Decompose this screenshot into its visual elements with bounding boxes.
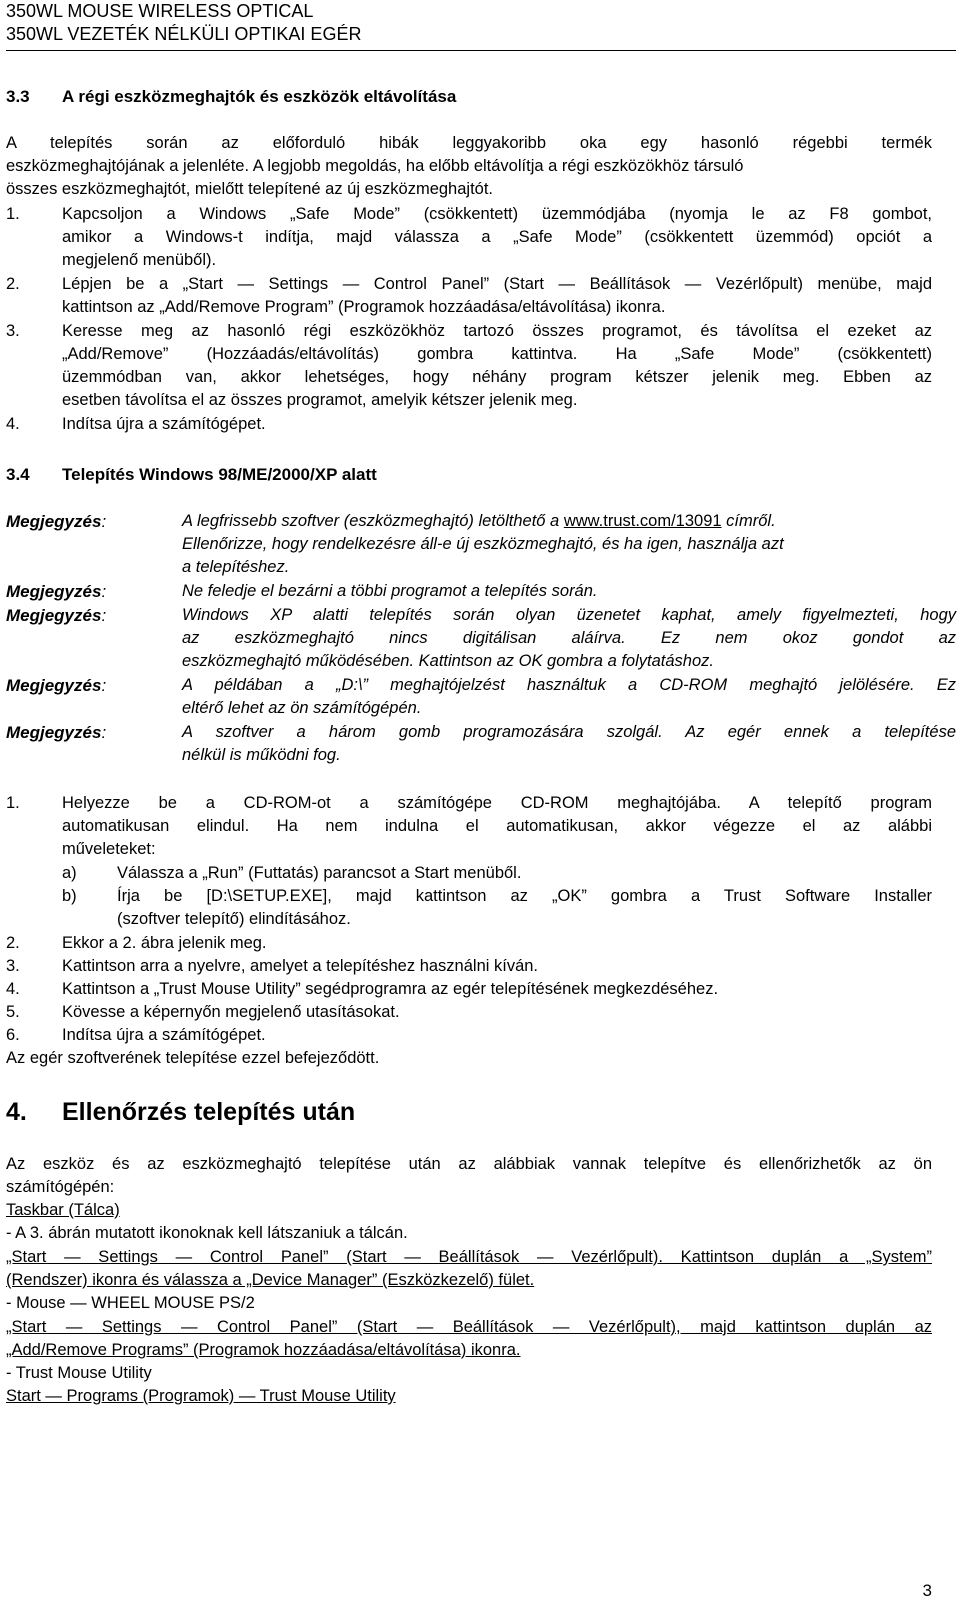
trust-download-link[interactable]: www.trust.com/13091 [563,512,722,530]
note-5-line-1: A szoftver a három gomb programozására szolgál. Az egér ennek a telepítése [182,723,956,741]
note-4-label-word: Megjegyzés [6,676,102,695]
s4-intro-line-2: számítógépén: [6,1178,115,1196]
header-title-hu: 350WL VEZETÉK NÉLKÜLI OPTIKAI EGÉR [6,24,362,44]
note-5-label-colon: : [101,723,107,742]
install-step-1-line-1: Helyezze be a CD-ROM-ot a számítógépe CD-ROM meghajtójába. A telepítő program [62,794,932,812]
install-step-3-text: Kattintson arra a nyelvre, amelyet a telepítéshez használni kíván. [62,957,539,975]
s33-step-4-line-1: Indítsa újra a számítógépet. [62,415,266,433]
add-remove-path-line-2: „Add/Remove Programs” (Programok hozzáadása/eltávolítása) ikonra. [6,1341,521,1359]
install-step-5-number: 5. [6,1003,20,1021]
note-1-line-2: Ellenőrizze, hogy rendelkezésre áll-e új eszközmeghajtó, és ha igen, használja azt [182,535,784,553]
s33-step-1-line-3: megjelenő menüből). [62,251,217,269]
note-1-line-1 [182,510,956,533]
note-4-line-1: A példában a „D:\” meghajtójelzést használtuk a CD-ROM meghajtó jelölésére. Ez [182,676,956,694]
s33-step-1-line-2: amikor a Windows-t indítja, majd válassza a „Safe Mode” (csökkentett üzemmód) opciót a [62,228,932,246]
note-4-label [6,674,106,697]
note-3-label-colon: : [101,606,107,625]
page-number: 3 [922,1581,932,1600]
s33-step-3-line-3: üzemmódban van, akkor lehetséges, hogy néhány program kétszer jelenik meg. Ebben az [62,368,932,386]
s33-step-3-number: 3. [6,322,20,340]
s33-intro-line-3: összes eszközmeghajtót, mielőtt telepítené az új eszközmeghajtót. [6,180,493,198]
s33-intro-line-2: eszközmeghajtójának a jelenléte. A legjobb megoldás, ha előbb eltávolítja a régi eszközökhöz társuló [6,157,744,175]
taskbar-heading: Taskbar (Tálca) [6,1201,120,1219]
s33-step-2-number: 2. [6,275,20,293]
add-remove-path-line-1: „Start — Settings — Control Panel” (Start — Beállítások — Vezérlőpult), majd kattintson duplán az [6,1318,932,1336]
note-3-line-1: Windows XP alatti telepítés során olyan üzenetet kaphat, amely figyelmezteti, hogy [182,606,956,624]
note-5-line-2: nélkül is működni fog. [182,746,341,764]
mouse-device-entry: - Mouse — WHEEL MOUSE PS/2 [6,1294,255,1312]
note-1-line-3: a telepítéshez. [182,558,290,576]
section-4-title: Ellenőrzés telepítés után [62,1098,356,1126]
note-1-label [6,510,106,533]
install-step-1-line-2: automatikusan elindul. Ha nem indulna el automatikusan, akkor végezze el az alábbi [62,817,932,835]
note-5-label-word: Megjegyzés [6,723,102,742]
s33-step-3-line-2: „Add/Remove” (Hozzáadás/eltávolítás) gombra kattintva. Ha „Safe Mode” (csökkentett) [62,345,932,363]
note-3-line-2: az eszközmeghajtó nincs digitálisan aláírva. Ez nem okoz gondot az [182,629,956,647]
note-1-label-colon: : [101,512,107,531]
control-panel-path-line-2: (Rendszer) ikonra és válassza a „Device Manager” (Eszközkezelő) fület. [6,1271,535,1289]
note-1-pre: A legfrissebb szoftver (eszközmeghajtó) letölthető a [182,512,564,530]
header-rule [6,50,956,51]
section-3-4-title: Telepítés Windows 98/ME/2000/XP alatt [62,465,377,484]
s4-intro-line-1: Az eszköz és az eszközmeghajtó telepítése után az alábbiak vannak telepítve és ellenőrizhetők az ön [6,1155,932,1173]
s33-step-1-line-1: Kapcsoljon a Windows „Safe Mode” (csökkentett) üzemmódjába (nyomja le az F8 gombot, [62,205,932,223]
note-2-label-word: Megjegyzés [6,582,102,601]
section-4-number: 4. [6,1098,27,1126]
install-step-1-line-3: műveleteket: [62,840,156,858]
install-step-4-number: 4. [6,980,20,998]
note-3-label-word: Megjegyzés [6,606,102,625]
install-step-5-text: Kövesse a képernyőn megjelenő utasításokat. [62,1003,400,1021]
page-header [6,0,361,46]
note-5-label [6,721,106,744]
install-step-2-text: Ekkor a 2. ábra jelenik meg. [62,934,267,952]
install-step-6-number: 6. [6,1026,20,1044]
note-2-label-colon: : [101,582,107,601]
note-4-label-colon: : [101,676,107,695]
taskbar-description: - A 3. ábrán mutatott ikonoknak kell látszaniuk a tálcán. [6,1224,408,1242]
note-1-post: címről. [721,512,776,530]
s33-step-3-line-4: esetben távolítsa el az összes programot, amelyik kétszer jelenik meg. [62,391,578,409]
install-step-4-text: Kattintson a „Trust Mouse Utility” segédprogramra az egér telepítésének megkezdéséhez. [62,980,719,998]
section-3-3-number: 3.3 [6,87,30,106]
note-4-line-2: eltérő lehet az ön számítógépén. [182,699,422,717]
install-sub-b-label: b) [62,887,77,905]
install-step-2-number: 2. [6,934,20,952]
utility-programs-path: Start — Programs (Programok) — Trust Mouse Utility [6,1387,396,1405]
s33-step-4-number: 4. [6,415,20,433]
s33-intro-line-1: A telepítés során az előforduló hibák leggyakoribb oka egy hasonló régebbi termék [6,134,932,152]
install-sub-b-line-1: Írja be [D:\SETUP.EXE], majd kattintson az „OK” gombra a Trust Software Installer [117,887,932,905]
install-step-6-text: Indítsa újra a számítógépet. [62,1026,266,1044]
s33-step-2-line-1: Lépjen be a „Start — Settings — Control Panel” (Start — Beállítások — Vezérlőpult) menübe, majd [62,275,932,293]
header-title-en: 350WL MOUSE WIRELESS OPTICAL [6,1,314,21]
note-3-label [6,604,106,627]
install-sub-b-line-2: (szoftver telepítő) elindításához. [117,910,351,928]
install-sub-a-label: a) [62,864,77,882]
note-2-label [6,580,106,603]
install-step-3-number: 3. [6,957,20,975]
note-1-label-word: Megjegyzés [6,512,102,531]
install-sub-a-text: Válassza a „Run” (Futtatás) parancsot a Start menüből. [117,864,522,882]
section-3-4-number: 3.4 [6,465,30,484]
control-panel-path-line-1: „Start — Settings — Control Panel” (Start — Beállítások — Vezérlőpult). Kattintson duplán a „System” [6,1248,932,1266]
note-3-line-3: eszközmeghajtó működésében. Kattintson az OK gombra a folytatáshoz. [182,652,714,670]
s33-step-3-line-1: Keresse meg az hasonló régi eszközökhöz tartozó összes programot, és távolítsa el ezeket az [62,322,932,340]
s33-step-2-line-2: kattintson az „Add/Remove Program” (Programok hozzáadása/eltávolítása) ikonra. [62,298,666,316]
utility-entry: - Trust Mouse Utility [6,1364,152,1382]
install-step-1-number: 1. [6,794,20,812]
section-3-3-title: A régi eszközmeghajtók és eszközök eltávolítása [62,87,457,106]
note-2-line-1: Ne feledje el bezárni a többi programot a telepítés során. [182,582,598,600]
s33-step-1-number: 1. [6,205,20,223]
install-finish: Az egér szoftverének telepítése ezzel befejeződött. [6,1049,380,1067]
